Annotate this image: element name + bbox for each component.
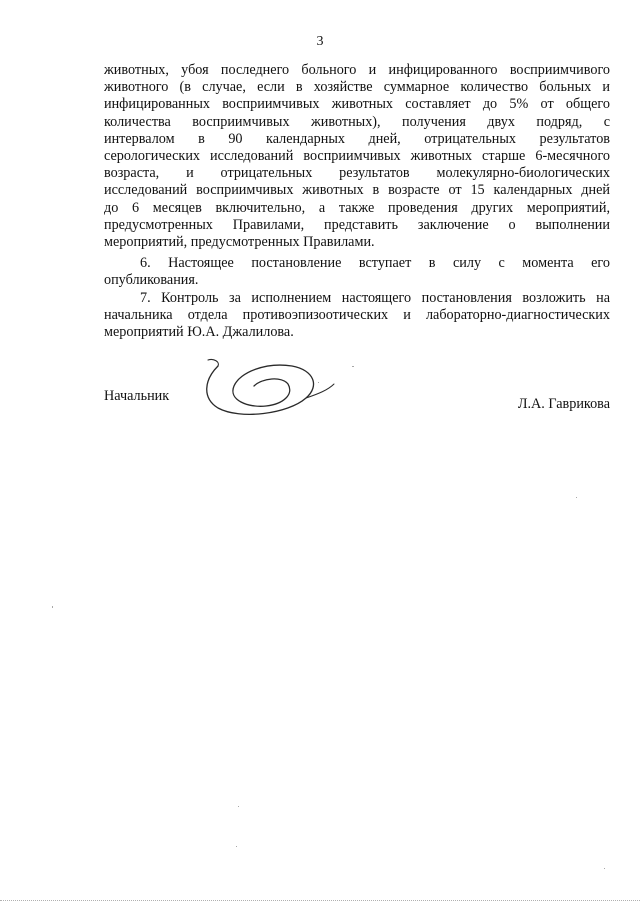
scan-speck (318, 382, 319, 383)
text-line: интервалом в 90 календарных дней, отрицательных результатов (104, 130, 610, 147)
text-line: опубликования. (104, 272, 199, 289)
text-line: инфицированных восприимчивых животных составляет до 5% от общего (104, 96, 610, 113)
scan-speck (52, 606, 53, 608)
signatory-title: Начальник (104, 388, 170, 404)
text-line: мероприятий, предусмотренных Правилами. (104, 233, 375, 250)
signature-block (104, 388, 610, 428)
text-line: 6. Настоящее постановление вступает в силу с момента его (140, 255, 610, 271)
paragraph-6 (104, 255, 610, 289)
text-line: до 6 месяцев включительно, а также проведения других мероприятий, (104, 199, 610, 216)
text-line: мероприятий Ю.А. Джалилова. (104, 324, 294, 341)
scan-speck (236, 846, 237, 847)
page-number: 3 (316, 34, 324, 49)
scan-speck (352, 366, 354, 367)
text-line: животного (в случае, если в хозяйстве суммарное количество больных и (104, 79, 610, 96)
scan-speck (576, 497, 577, 498)
scan-speck (604, 868, 605, 869)
text-line: возраста, и отрицательных результатов молекулярно-биологических (104, 165, 610, 182)
paragraph-7 (104, 290, 610, 342)
text-line: 7. Контроль за исполнением настоящего постановления возложить на (140, 290, 610, 306)
text-line: животных, убоя последнего больного и инфицированного восприимчивого (104, 62, 610, 78)
scan-speck (238, 806, 239, 807)
text-line: серологических исследований восприимчивых животных старше 6-месячного (104, 147, 610, 164)
text-line: начальника отдела противоэпизоотических и лабораторно-диагностических (104, 307, 610, 324)
signatory-name: Л.А. Гаврикова (517, 396, 610, 412)
text-line: предусмотренных Правилами, представить заключение о выполнении (104, 216, 610, 233)
text-line: исследований восприимчивых животных в возрасте от 15 календарных дней (104, 182, 610, 199)
paragraph-continued (104, 62, 610, 251)
text-line: количества восприимчивых животных), получения двух подряд, с (104, 113, 610, 130)
scan-bottom-edge (0, 900, 640, 901)
